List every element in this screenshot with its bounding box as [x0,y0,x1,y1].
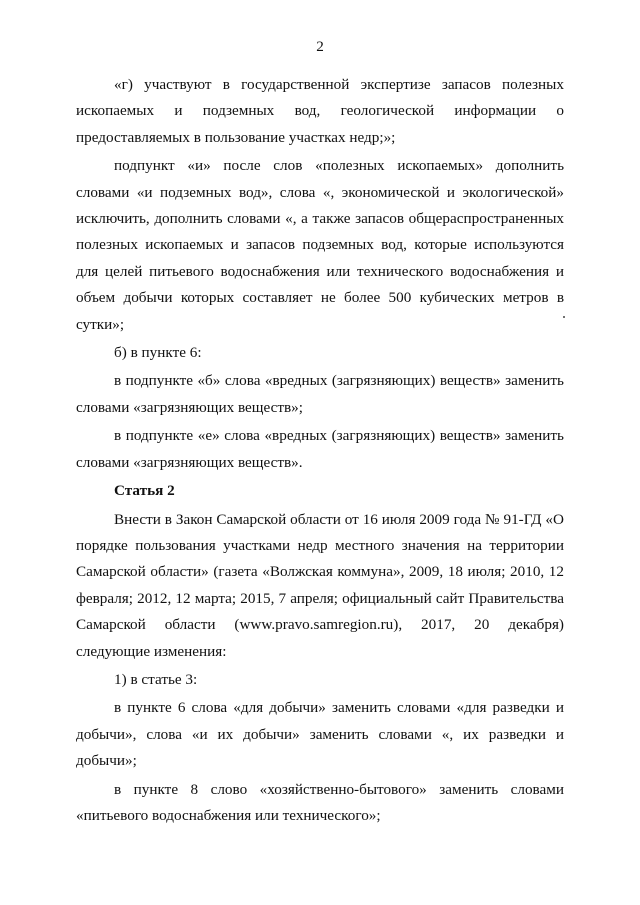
paragraph-point-6: б) в пункте 6: [114,344,202,362]
paragraph-subclause-e: в подпункте «е» слова «вредных (загрязняющих) веществ» заменить словами «загрязняющих веществ». [76,427,564,471]
article-2-heading: Статья 2 [114,482,175,500]
document-body [76,72,564,831]
page-number: 2 [316,38,324,55]
paragraph-point-8-amend: в пункте 8 слово «хозяйственно-бытового» заменить словами «питьевого водоснабжения или технического»; [76,780,564,824]
scan-speck [563,316,565,318]
paragraph-subclause-b: в подпункте «б» слова «вредных (загрязняющих) веществ» заменить словами «загрязняющих веществ»; [76,372,564,416]
paragraph-amend-law: Внести в Закон Самарской области от 16 июля 2009 года № 91-ГД «О порядке пользования участками недр местного значения на территории Самарской области» (газета «Волжская коммуна», 2009, 18 июля; 2010, 12 февраля; 2012, 12 марта; 2015, 7 апреля; официальный сайт Правительства Самарской области (www.pravo.samregion.ru), 2017, 20 декабря) следующие изменения: [76,510,564,660]
paragraph-point-6-amend: в пункте 6 слова «для добычи» заменить словами «для разведки и добычи», слова «и их добычи» заменить словами «, их разведки и добычи»; [76,699,564,770]
paragraph-subclause-i: подпункт «и» после слов «полезных ископаемых» дополнить словами «и подземных вод», слова «, экономической и экологической» исключить, дополнить словами «, а также запасов общераспространенных полезных ископаемых и запасов подземных вод, которые используются для целей питьевого водоснабжения или технического водоснабжения и объем добычи которых составляет не более 500 кубических метров в сутки»; [76,157,564,333]
paragraph-article-3: 1) в статье 3: [114,670,198,688]
paragraph-subclause-g: «г) участвуют в государственной экспертизе запасов полезных ископаемых и подземных вод, геологической информации о предоставляемых в пользование участках недр;»; [76,76,564,146]
